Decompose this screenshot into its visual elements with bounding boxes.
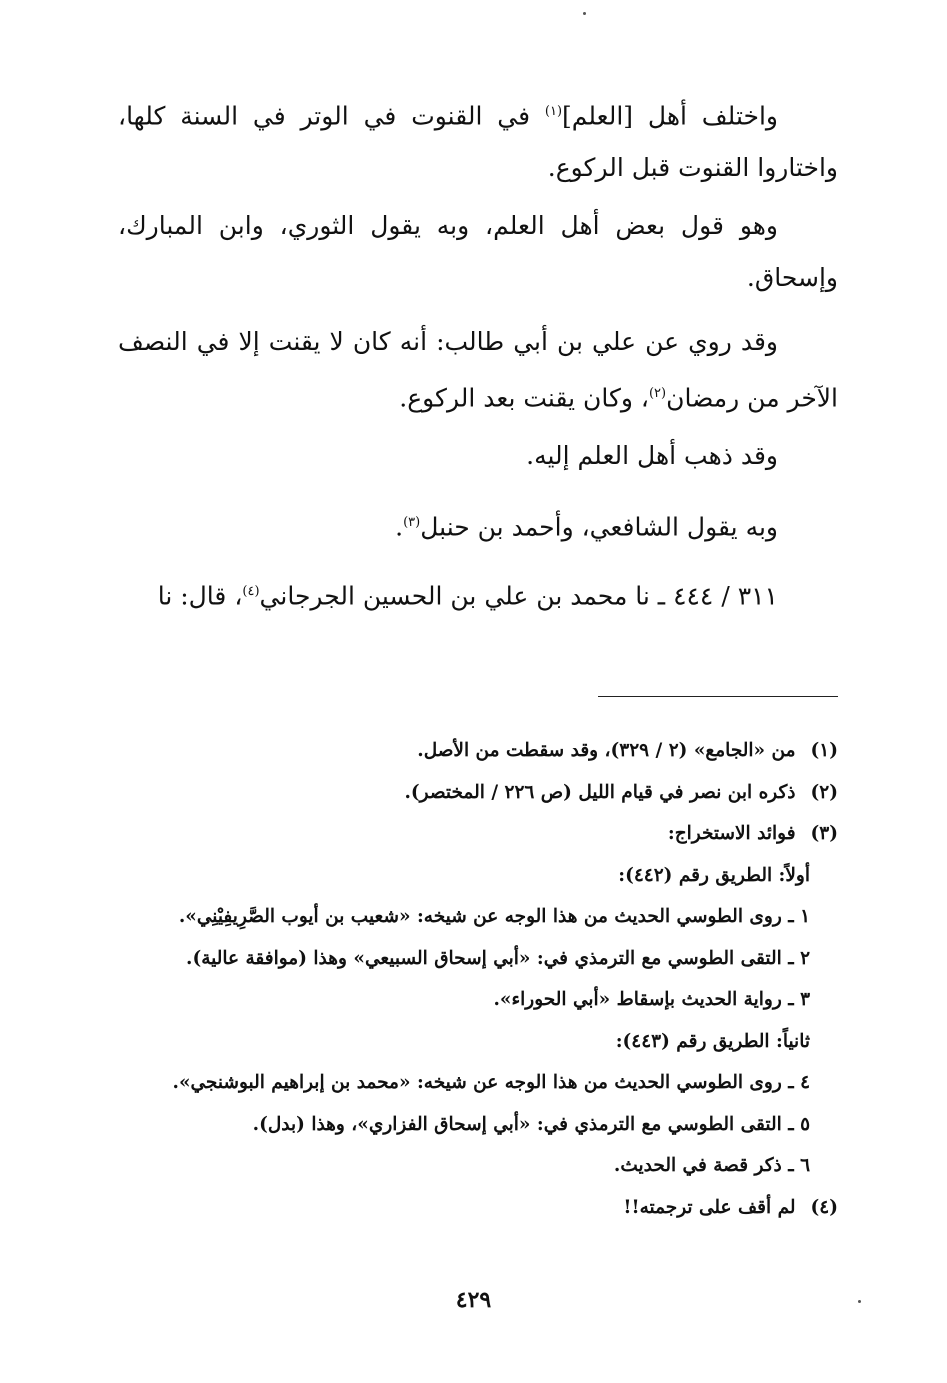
main-text (118, 497, 838, 553)
page-number: ٤٢٩ (455, 1287, 492, 1313)
footnote-1: (١) من «الجامع» (٢ / ٣٢٩)، وقد سقطت من الأصل. (417, 740, 838, 761)
main-text (118, 316, 838, 424)
footnote-ref-4[interactable]: (٤) (242, 584, 260, 599)
footnote-2: (٢) ذكره ابن نصر في قيام الليل (ص ٢٢٦ / المختصر). (404, 781, 838, 803)
footnote-ref-1[interactable]: (١) (544, 104, 563, 119)
paragraph-1: واختلف أهل [العلم]$^{(١)}$ في القنوت في الوتر في السنة كلها، واختاروا القنوت قبل الركوع. (118, 101, 838, 183)
paragraph-4: وقد ذهب أهل العلم إليه. (526, 441, 778, 470)
footnote-3: (٣) فوائد الاستخراج: (667, 823, 838, 844)
footnote-3-item-5: ٥ ـ التقى الطوسي مع الترمذي في: «أبي إسحاق الفزاري»، وهذا (بدل). (252, 1113, 810, 1135)
footnote-3-item-3: ٣ ـ رواية الحديث بإسقاط «أبي الحوراء». (493, 989, 810, 1010)
main-text (118, 566, 838, 622)
footnote-3-item-6: ٦ ـ ذكر قصة في الحديث. (613, 1155, 810, 1176)
footnotes (118, 730, 838, 1228)
footnote-3-section-a: أولاً: الطريق رقم (٤٤٢): (618, 864, 810, 886)
main-text (118, 86, 838, 194)
footnote-ref-2[interactable]: (٢) (648, 386, 667, 401)
footnote-separator (598, 696, 838, 697)
footnote-3-item-2: ٢ ـ التقى الطوسي مع الترمذي في: «أبي إسحاق السبيعي» وهذا (موافقة عالية). (186, 947, 810, 969)
footnote-4: (٤) لم أقف على ترجمته!! (623, 1196, 838, 1218)
footnote-ref-3[interactable]: (٣) (403, 515, 421, 530)
paragraph-2: وهو قول بعض أهل العلم، وبه يقول الثوري، وابن المبارك، وإسحاق. (118, 211, 838, 292)
footnote-3-item-1: ١ ـ روى الطوسي الحديث من هذا الوجه عن شيخه: «شعيب بن أيوب الصَّرِيفِيْنِي». (178, 906, 810, 927)
paragraph-5: وبه يقول الشافعي، وأحمد بن حنبل$^{(٣)}$. (395, 512, 778, 542)
main-text (118, 200, 838, 304)
paragraph-3: وقد روي عن علي بن أبي طالب: أنه كان لا يقنت إلا في النصف الآخر من رمضان$^{(٢)}$، وكان يقنت بعد الركوع. (118, 327, 838, 413)
paragraph-6: ٣١١ / ٤٤٤ ـ نا محمد بن علي بن الحسين الجرجاني$^{(٤)}$، قال: نا (157, 581, 778, 611)
main-text (118, 430, 838, 482)
scan-speck (583, 12, 586, 15)
footnote-3-section-b: ثانياً: الطريق رقم (٤٤٣): (615, 1030, 810, 1052)
footnote-3-item-4: ٤ ـ روى الطوسي الحديث من هذا الوجه عن شيخه: «محمد بن إبراهيم البوشنجي». (172, 1072, 810, 1093)
